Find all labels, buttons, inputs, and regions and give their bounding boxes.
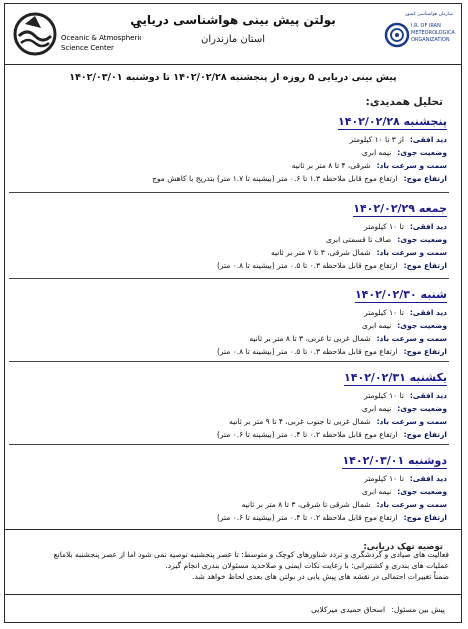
synoptic-heading: تحلیل همدیدی:: [365, 96, 443, 108]
oasc-name-en-2: Science Center: [61, 44, 114, 52]
waves-label: ارتفاع موج:: [403, 513, 447, 522]
day-date: دوشنبه ۱۴۰۲/۰۳/۰۱: [342, 454, 447, 467]
irimo-name-en-2: METEOROLOGICAL: [411, 30, 455, 36]
day-forecast-2: [17, 197, 447, 271]
visibility-label: دید افقی:: [409, 391, 447, 400]
irimo-emblem-icon: [386, 24, 408, 46]
weather-value: نیمه ابری: [361, 487, 392, 496]
visibility-value: تا ۱۰ کیلومتر: [364, 222, 404, 231]
weather-value: نیمه ابری: [361, 148, 392, 157]
weather-label: وضعیت جوی:: [397, 321, 447, 330]
oasc-name-fa: ی: [133, 20, 141, 29]
waves-label: ارتفاع موج:: [403, 347, 447, 356]
weather-label: وضعیت جوی:: [397, 404, 447, 413]
weather-value: نیمه ابری: [361, 321, 392, 330]
weather-value: نیمه ابری: [361, 404, 392, 413]
day-divider: [9, 444, 449, 445]
visibility-value: از ۳ تا ۱۰ کیلومتر: [349, 135, 404, 144]
wind-value: شمال شرقی، ۳ تا ۷ متر بر ثانیه: [271, 248, 371, 257]
waves-label: ارتفاع موج:: [403, 174, 447, 183]
wind-label: سمت و سرعت باد:: [376, 500, 447, 509]
forecaster-signature: [311, 605, 445, 614]
footer-divider: [5, 594, 461, 595]
bulletin-title: بولتن پیش بینی هواشناسی دریایی: [130, 13, 336, 27]
day-divider: [9, 361, 449, 362]
forecaster-label: پیش بین مسئول:: [391, 605, 445, 614]
day-divider: [9, 278, 449, 279]
wind-value: شمال غربی تا غربی، ۳ تا ۸ متر بر ثانیه: [249, 334, 371, 343]
day-date: پنجشنبه ۱۴۰۲/۰۲/۲۸: [338, 115, 447, 128]
wind-value: شمال شرقی تا شرقی، ۳ تا ۸ متر بر ثانیه: [241, 500, 371, 509]
waves-value: ارتفاع موج قابل ملاحظه ۱.۳ تا ۰.۶ متر (بیشینه تا ۱.۷ متر) بتدریج با کاهش موج: [152, 174, 398, 183]
day-forecast-1: [17, 110, 447, 184]
waves-label: ارتفاع موج:: [403, 430, 447, 439]
recommendation-text: [15, 549, 449, 582]
oasc-name-en-1: Oceanic & Atmospheric: [61, 34, 141, 42]
day-date: یکشنبه ۱۴۰۲/۰۲/۳۱: [344, 371, 447, 384]
wind-label: سمت و سرعت باد:: [376, 161, 447, 170]
synoptic-section: [366, 90, 443, 109]
day-forecast-3: [17, 283, 447, 357]
header-divider: [5, 64, 461, 65]
visibility-label: دید افقی:: [409, 308, 447, 317]
day-divider: [9, 192, 449, 193]
visibility-label: دید افقی:: [409, 474, 447, 483]
visibility-label: دید افقی:: [409, 222, 447, 231]
recommendation-line: عملیات های بندری و کشتیرانی: با رعایت نکات ایمنی و صلاحدید مسئولان بندری انجام گیرد.: [165, 561, 449, 570]
irimo-name-fa: سازمان هواشناسی کشور: [405, 12, 453, 17]
waves-value: ارتفاع موج قابل ملاحظه ۰.۲ تا ۰.۴ متر (بیشینه تا ۰.۶ متر): [216, 430, 398, 439]
waves-value: ارتفاع موج قابل ملاحظه ۰.۲ تا ۰.۴ متر (بیشینه تا ۰.۶ متر): [216, 513, 398, 522]
visibility-value: تا ۱۰ کیلومتر: [364, 391, 404, 400]
wind-label: سمت و سرعت باد:: [376, 334, 447, 343]
bulletin-province: استان مازندران: [201, 34, 265, 45]
waves-value: ارتفاع موج قابل ملاحظه ۰.۳ تا ۰.۵ متر (بیشینه تا ۰.۸ متر): [216, 347, 398, 356]
wind-value: شرقی، ۴ تا ۸ متر بر ثانیه: [291, 161, 371, 170]
wind-label: سمت و سرعت باد:: [376, 417, 447, 426]
forecaster-name: اسحاق حمیدی میرکلایی: [311, 605, 386, 614]
waves-value: ارتفاع موج قابل ملاحظه ۰.۳ تا ۰.۵ متر (بیشینه تا ۰.۸ متر): [216, 261, 398, 270]
day-date: جمعه ۱۴۰۲/۰۲/۲۹: [353, 202, 447, 215]
waves-label: ارتفاع موج:: [403, 261, 447, 270]
irimo-name-en-3: ORGANIZATION: [411, 37, 450, 43]
recommendation-divider: [5, 529, 461, 530]
recommendation-line: فعالیت های صیادی و گردشگری و تردد شناورهای کوچک و متوسط: تا عصر پنجشنبه توصیه نمی شود اما از عصر پنجشنبه بلامانع: [53, 550, 449, 559]
bulletin-page: [4, 3, 462, 623]
forecast-title: پیش بینی دریایی ۵ روزه از پنجشنبه ۱۴۰۲/۰۲/۲۸ تا دوشنبه ۱۴۰۲/۰۳/۰۱: [69, 72, 397, 83]
wind-label: سمت و سرعت باد:: [376, 248, 447, 257]
weather-value: صاف تا قسمتی ابری: [325, 235, 392, 244]
irimo-name-en-1: I.R. OF IRAN: [411, 23, 441, 29]
weather-label: وضعیت جوی:: [397, 148, 447, 157]
wind-value: شمال غربی تا جنوب غربی، ۴ تا ۹ متر بر ثانیه: [229, 417, 371, 426]
visibility-label: دید افقی:: [409, 135, 447, 144]
recommendation-heading: توصیه تهک دریایی:: [363, 542, 443, 552]
weather-label: وضعیت جوی:: [397, 235, 447, 244]
visibility-value: تا ۱۰ کیلومتر: [364, 474, 404, 483]
bulletin-header: [5, 4, 461, 62]
irimo-logo: [383, 9, 455, 59]
visibility-value: تا ۱۰ کیلومتر: [364, 308, 404, 317]
recommendation-line: ضمناً تغییرات احتمالی در نقشه های پیش یابی در بولتن های بعدی لحاظ خواهد شد.: [192, 572, 449, 581]
day-forecast-4: [17, 366, 447, 440]
weather-label: وضعیت جوی:: [397, 487, 447, 496]
day-forecast-5: [17, 449, 447, 523]
day-date: شنبه ۱۴۰۲/۰۲/۳۰: [354, 288, 447, 301]
